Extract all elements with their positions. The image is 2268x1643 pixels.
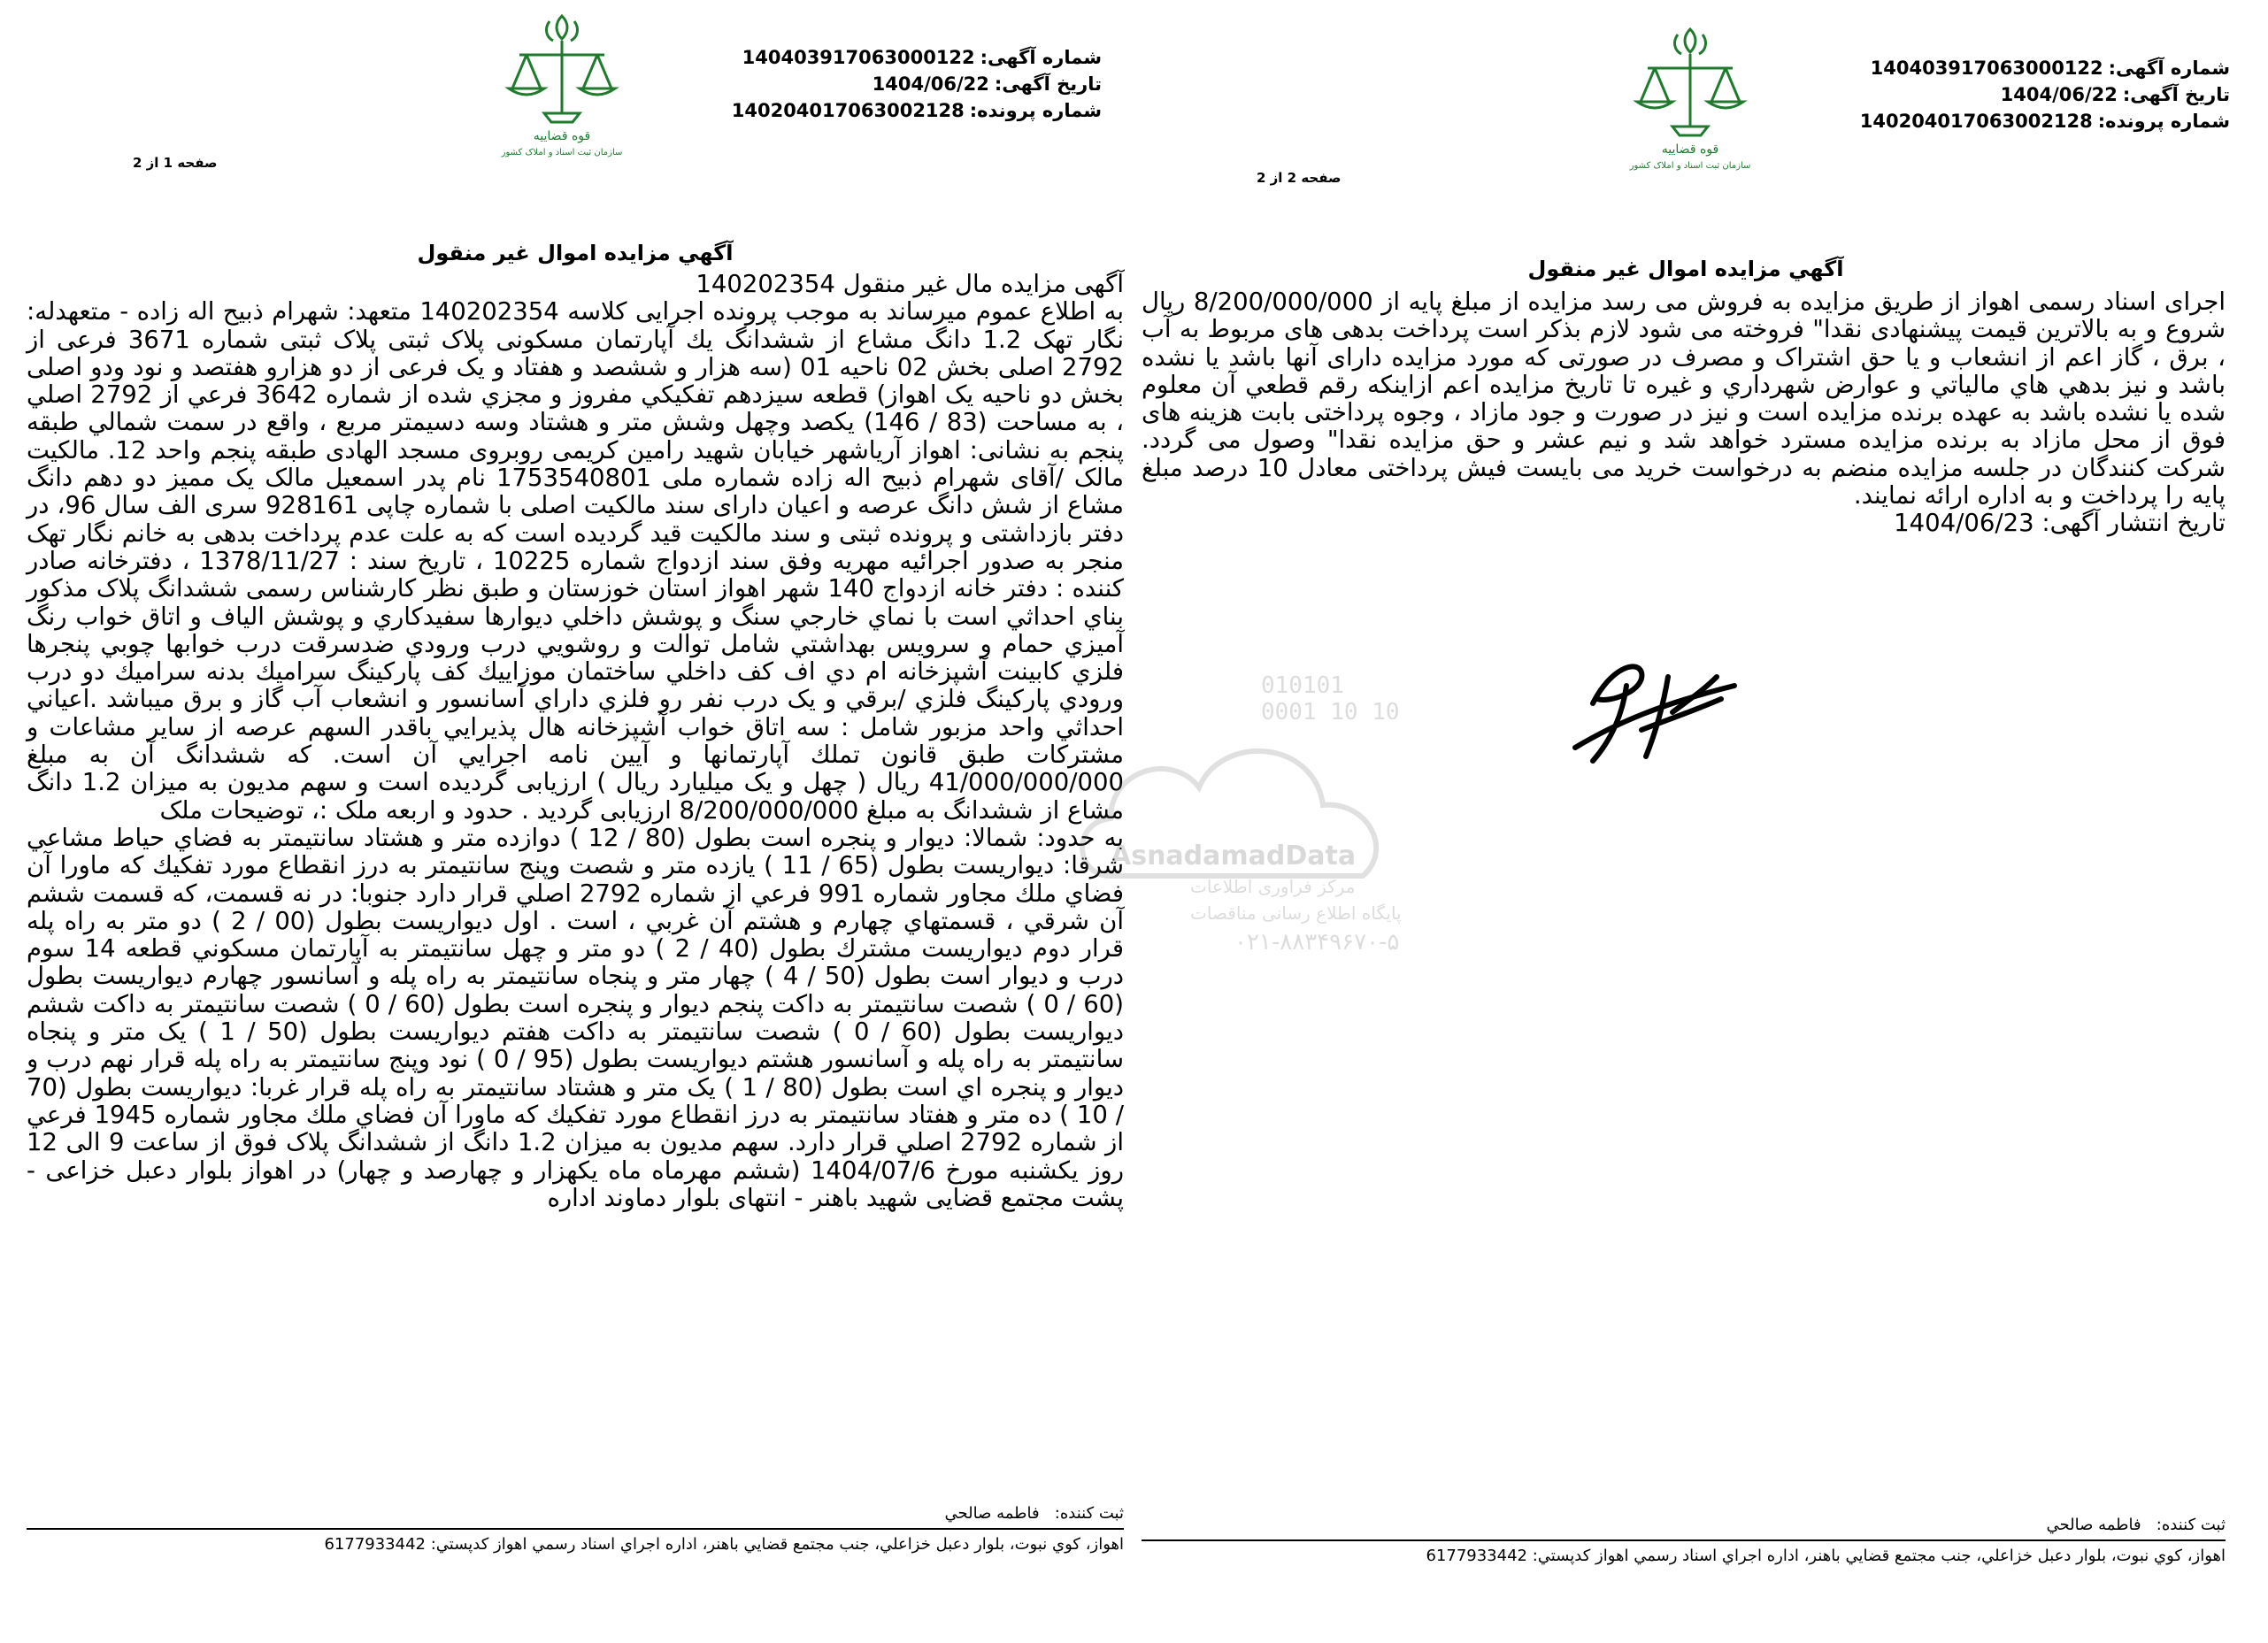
watermark-line2: پایگاه اطلاع رسانی مناقصات (1190, 902, 1402, 924)
case-number-label: شماره پرونده: (969, 100, 1102, 121)
watermark-phone: ۰۲۱-۸۸۳۴۹۶۷۰-۵ (1234, 929, 1400, 956)
announcement-body (1142, 288, 2226, 538)
body-paragraph: به اطلاع عموم میرساند به موجب پرونده اجرایی کلاسه 140202354 متعهد: شهرام ذبیح اله زاده - متعهدله: نگار تهک 1.2 دانگ مشاع از ششدانگ يك آپارتمان مسکونی پلاک ثبتی پلاک ثبتی شماره 3671 فرعی از 2792 اصلی بخش 02 ناحیه 01 (سه هزار و ششصد و هفتاد و یک فرعی از دو هزارو هفتصد و نود ودو اصلی بخش دو ناحیه یک اهواز) قطعه سيزدهم تفكيكي مفروز و مجزي شده از شماره 3642 فرعي از 2792 اصلي ، به مساحت (83 / 146) يكصد وچهل وشش متر و هشتاد وسه دسيمتر مربع ، واقع در سمت شمالي طبقه پنجم به نشانی: اهواز آریاشهر خیابان شهید رامین کریمی روبروی مسجد الهادی طبقه پنجم واحد 12. مالکیت مالک /آقای شهرام ذبیح اله زاده شماره ملی 1753540801 نام پدر اسمعیل مالک یک ممیز دو دهم دانگ مشاع از شش دانگ عرصه و اعیان دارای سند مالکیت اصلی با شماره چاپی 928161 سری الف سال 96، در دفتر بازداشتی و پرونده ثبتی و سند مالکیت قید گردیده است که به علت عدم پرداخت بدهی به خانم نگار تهک منجر به صدور اجرائیه مهریه وفق سند ازدواج شماره 10225 ، تاریخ سند : 1378/11/27 ، دفترخانه صادر کننده : دفتر خانه ازدواج 140 شهر اهواز استان خوزستان و طبق نظر کارشناس رسمی ششدانگ پلاک مذکور بناي احداثي است با نماي خارجي سنگ و پوشش داخلي ديوارها سفيدكاري و پوشش الياف و اتاق خواب رنگ آميزي حمام و سرويس بهداشتي شامل توالت و روشويي درب ورودي ضدسرقت درب خوابها چوبي پنجرها فلزي كابينت آشپزخانه ام دي اف كف داخلي ساختمان موزاييك كف پاركينگ سراميك بدنه سراميك دو درب ورودي پاركينگ فلزي /برقي و يک درب نفر رو فلزي داراي آسانسور و انشعاب آب گاز و برق ميباشد .اعياني احداثي واحد مزبور شامل : سه اتاق خواب آشپزخانه هال پذيرايي باقدر السهم عرصه از ساير مشاعات و مشتركات طبق قانون تملك آپارتمانها و آيين نامه اجرايي آن است. كه ششدانگ آن به مبلغ 41/000/000/000 ریال ( چهل و یک میلیارد ریال ) ارزیابی گردیده است و سهم مدیون به میزان 1.2 دانگ مشاع از ششدانگ به مبلغ 8/200/000/000 ارزیابی گردید . حدود و اربعه ملک :، توضیحات ملک (27, 297, 1125, 825)
watermark-line1: مرکز فرآوری اطلاعات (1190, 876, 1356, 897)
footer-divider (27, 1528, 1124, 1530)
case-number-label: شماره پرونده: (2097, 111, 2230, 132)
body-paragraph: اجرای اسناد رسمی اهواز از طریق مزایده به فروش می رسد مزایده از مبلغ پایه از 8/200/000/000 ریال شروع و به بالاترین قیمت پیشنهادی نقدا" فروخته می شود لازم بذکر است پرداخت بدهی های مربوط به آب ، برق ، گاز اعم از انشعاب و یا حق اشتراک و مصرف در صورتی که مورد مزایده دارای آنها باشد یا نشده باشد و نیز بدهي هاي مالياتي و عوارض شهرداري و غيره تا تاريخ مزايده اعم ازاينكه رقم قطعي آن معلوم شده یا نشده باشد به عهده برنده مزایده است و نیز در صورت و جود مازاد ، وجوه پرداختی بابت هزينه های فوق از محل مازاد به برنده مزایده مسترد خواهد شد و نیم عشر و حق مزايده نقدا" وصول می گردد. شرکت کنندگان در جلسه مزایده منضم به درخواست خرید می بایست فیش پرداختی معادل 10 درصد مبلغ پایه را پرداخت و به اداره ارائه نمایند. (1142, 288, 2226, 511)
page-footer (1142, 1516, 2226, 1565)
emblem-caption: قوه قضاییه (533, 129, 591, 143)
judiciary-emblem-icon (473, 9, 650, 159)
emblem-subcaption: سازمان ثبت اسناد و املاک کشور (1629, 161, 1751, 171)
case-number: 140204017063002128 (1859, 111, 2093, 132)
registrar-label: ثبت کننده: (2156, 1516, 2226, 1534)
emblem-subcaption: سازمان ثبت اسناد و املاک کشور (501, 148, 623, 157)
judiciary-emblem-icon (1602, 22, 1779, 173)
header-meta (730, 44, 1102, 124)
ad-date: 1404/06/22 (872, 73, 989, 95)
ad-date: 1404/06/22 (2000, 84, 2118, 105)
page-title: آگهي مزايده اموال غير منقول (417, 241, 734, 265)
page-footer (27, 1504, 1124, 1554)
page-number: صفحه 2 از 2 (1257, 170, 1342, 186)
publish-date: 1404/06/23 (1894, 509, 2034, 538)
registrar-name: فاطمه صالحي (944, 1504, 1040, 1523)
ad-date-label: تاریخ آگهی: (2122, 84, 2230, 105)
signature-icon (1557, 650, 1752, 774)
page-number: صفحه 1 از 2 (133, 155, 218, 171)
publish-date-label: تاریخ انتشار آگهی: (2041, 509, 2226, 538)
header-meta (1858, 55, 2230, 134)
registrar-name: فاطمه صالحي (2046, 1516, 2141, 1534)
announcement-body (27, 271, 1124, 1212)
emblem-caption: قوه قضاییه (1661, 142, 1719, 157)
announcement-page-1 (27, 0, 1124, 1643)
watermark-digits: 010101 0001 10 10 (1261, 672, 1400, 726)
boundaries-paragraph: به حدود: شمالا: ديوار و پنجره است بطول (80 / 12 ) دوازده متر و هشتاد سانتيمتر به فضاي حياط مشاعي شرقا: ديواريست بطول (65 / 11 ) يازده متر و شصت وپنج سانتيمتر به درز انقطاع مورد تفكيك كه ماورا آن فضاي ملك مجاور شماره 991 فرعي از شماره 2792 اصلي قرار دارد جنوبا: در نه قسمت، كه قسمت ششم آن شرقي ، قسمتهاي چهارم و هشتم آن غربي ، است . اول ديواريست بطول (00 / 2 ) دو متر به راه پله قرار دوم ديواريست مشترك بطول (40 / 2 ) دو متر و چهل سانتيمتر به آپارتمان مسكوني قطعه 14 سوم درب و ديوار است بطول (50 / 4 ) چهار متر و پنجاه سانتيمتر به راه پله و آسانسور چهارم ديواريست بطول (60 / 0 ) شصت سانتيمتر به داكت پنجم ديوار و پنجره است بطول (60 / 0 ) شصت سانتيمتر به داكت ششم ديواريست بطول (60 / 0 ) شصت سانتيمتر به داكت هفتم ديواريست بطول (50 / 1 ) يک متر و پنجاه سانتيمتر به راه پله و آسانسور هشتم ديواريست بطول (95 / 0 ) نود وپنج سانتيمتر به راه پله قرار نهم درب و ديوار و پنجره اي است بطول (80 / 1 ) يک متر و هشتاد سانتيمتر به راه پله قرار غربا: ديواريست بطول (70 / 10 ) ده متر و هفتاد سانتيمتر به درز انقطاع مورد تفكيك كه ماورا آن فضاي ملك مجاور شماره 1945 فرعي از شماره 2792 اصلي قرار دارد. سهم مدیون به میزان 1.2 دانگ از ششدانگ پلاک فوق از ساعت 9 الی 12 روز یکشنبه مورخ 1404/07/6 (ششم مهرماه ماه یکهزار و چهارصد و چهار) در اهواز بلوار دعبل خزاعی - پشت مجتمع قضایی شهید باهنر - انتهای بلوار دماوند اداره (27, 823, 1125, 1212)
ad-number: 140403917063000122 (742, 47, 975, 68)
watermark-logo (1057, 655, 1429, 982)
footer-address: اهواز، کوي نبوت، بلوار دعبل خزاعلي، جنب مجتمع قضايي باهنر، اداره اجراي اسناد رسمي اهواز کدپستي: 6177933442 (324, 1535, 1124, 1554)
footer-address: اهواز، کوي نبوت، بلوار دعبل خزاعلي، جنب مجتمع قضايي باهنر، اداره اجراي اسناد رسمي اهواز کدپستي: 6177933442 (1426, 1547, 2226, 1565)
publish-date-line (1142, 510, 2226, 537)
ad-number-label: شماره آگهی: (980, 47, 1102, 68)
case-number: 140204017063002128 (731, 100, 965, 121)
page-title: آگهي مزايده اموال غير منقول (1527, 257, 1844, 281)
subtitle: آگهی مزایده مال غیر منقول 140202354 (696, 270, 1124, 298)
ad-number-label: شماره آگهی: (2108, 58, 2230, 79)
watermark-brand: AsnadamadData (1111, 841, 1357, 871)
footer-divider (1142, 1539, 2226, 1541)
ad-date-label: تاریخ آگهی: (994, 73, 1102, 95)
ad-number: 140403917063000122 (1870, 58, 2103, 79)
registrar-label: ثبت کننده: (1054, 1504, 1124, 1523)
